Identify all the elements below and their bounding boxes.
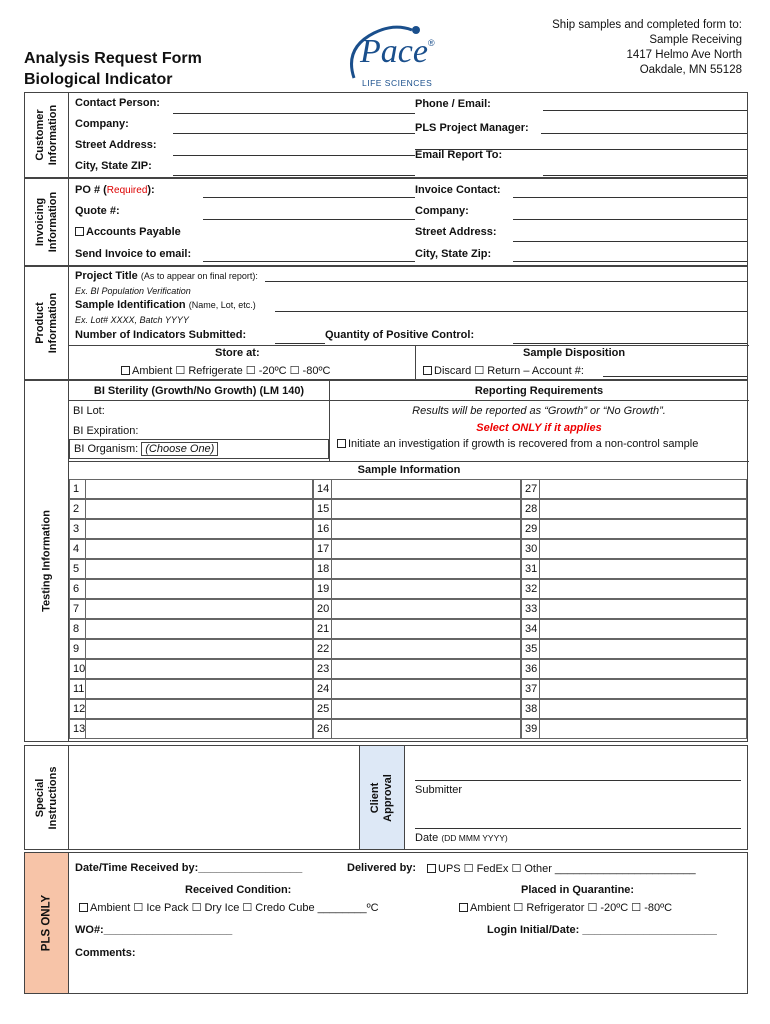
sample-example: Ex. Lot# XXXX, Batch YYYY <box>75 315 189 325</box>
ap-checkbox[interactable] <box>75 227 84 236</box>
invoice-contact-label: Invoice Contact: <box>415 184 501 196</box>
sample-entry-field[interactable] <box>85 619 313 639</box>
sample-number: 3 <box>69 519 85 539</box>
sample-entry-field[interactable] <box>85 719 313 739</box>
sample-entry-field[interactable] <box>331 699 521 719</box>
po-field[interactable] <box>203 197 415 198</box>
ship-line3: 1417 Helmo Ave North <box>626 49 742 61</box>
investigation-option[interactable]: Initiate an investigation if growth is recovered from a non-control sample <box>337 438 698 450</box>
comments-label: Comments: <box>75 947 136 959</box>
condition-options[interactable]: Ambient ☐ Ice Pack ☐ Dry Ice ☐ Credo Cube ________ºC <box>79 901 379 914</box>
sample-entry-field[interactable] <box>85 599 313 619</box>
form-title: Analysis Request Form <box>24 50 202 67</box>
email-report-field[interactable] <box>543 175 747 176</box>
logo-reg: ® <box>428 38 435 48</box>
date-label: Date (DD MMM YYYY) <box>415 832 508 844</box>
store-at-label: Store at: <box>215 347 260 359</box>
product-side-label: Product Information <box>33 292 59 354</box>
sample-number: 7 <box>69 599 85 619</box>
received-condition-label: Received Condition: <box>185 884 292 896</box>
sample-number: 24 <box>313 679 331 699</box>
sample-id-field[interactable] <box>275 311 747 312</box>
sample-entry-field[interactable] <box>85 539 313 559</box>
sample-number: 28 <box>521 499 539 519</box>
sample-entry-field[interactable] <box>331 679 521 699</box>
sample-id-label: Sample Identification (Name, Lot, etc.) <box>75 299 256 311</box>
sample-entry-field[interactable] <box>331 479 521 499</box>
discard-checkbox[interactable] <box>423 366 432 375</box>
sample-entry-field[interactable] <box>85 699 313 719</box>
sample-entry-field[interactable] <box>331 599 521 619</box>
pm-field[interactable] <box>541 133 747 134</box>
sample-entry-field[interactable] <box>539 599 747 619</box>
sample-number: 1 <box>69 479 85 499</box>
sample-entry-field[interactable] <box>331 619 521 639</box>
ap-option[interactable]: Accounts Payable <box>75 226 181 238</box>
account-field[interactable] <box>603 376 747 377</box>
sample-info-header: Sample Information <box>357 464 461 476</box>
sample-entry-field[interactable] <box>85 479 313 499</box>
sample-entry-field[interactable] <box>331 659 521 679</box>
quarantine-options[interactable]: Ambient ☐ Refrigerator ☐ -20ºC ☐ -80ºC <box>459 901 672 914</box>
ambient-checkbox[interactable] <box>121 366 130 375</box>
send-invoice-label: Send Invoice to email: <box>75 248 192 260</box>
sample-entry-field[interactable] <box>539 479 747 499</box>
sample-number: 30 <box>521 539 539 559</box>
sample-number: 22 <box>313 639 331 659</box>
ship-address <box>552 18 742 78</box>
qty-positive-label: Quantity of Positive Control: <box>325 329 475 341</box>
sample-entry-field[interactable] <box>331 579 521 599</box>
sample-entry-field[interactable] <box>539 559 747 579</box>
sample-number: 34 <box>521 619 539 639</box>
sample-number: 37 <box>521 679 539 699</box>
bi-expiration-label: BI Expiration: <box>73 425 139 437</box>
sample-entry-field[interactable] <box>331 639 521 659</box>
bi-lot-label: BI Lot: <box>73 405 105 417</box>
sample-entry-field[interactable] <box>85 559 313 579</box>
sample-number: 5 <box>69 559 85 579</box>
sample-number: 23 <box>313 659 331 679</box>
qty-positive-field[interactable] <box>513 343 747 344</box>
delivered-label: Delivered by: <box>347 862 417 874</box>
submitter-field[interactable] <box>415 780 741 781</box>
sample-number: 36 <box>521 659 539 679</box>
special-section <box>24 745 748 850</box>
send-invoice-field[interactable] <box>203 261 415 262</box>
sample-entry-field[interactable] <box>539 699 747 719</box>
contact-field[interactable] <box>173 113 415 114</box>
testing-section <box>24 380 748 742</box>
ups-checkbox[interactable] <box>427 864 436 873</box>
sample-number: 13 <box>69 719 85 739</box>
select-only-text: Select ONLY if it applies <box>476 422 602 434</box>
sample-number: 17 <box>313 539 331 559</box>
sample-number: 14 <box>313 479 331 499</box>
special-side-label: Special Instructions <box>33 766 59 829</box>
ship-line2: Sample Receiving <box>649 34 742 46</box>
sample-entry-field[interactable] <box>539 499 747 519</box>
street-label: Street Address: <box>75 139 157 151</box>
sample-entry-field[interactable] <box>85 579 313 599</box>
sample-entry-field[interactable] <box>85 659 313 679</box>
sample-entry-field[interactable] <box>85 679 313 699</box>
disposition-options[interactable]: Discard ☐ Return – Account #: <box>423 364 584 377</box>
quote-field[interactable] <box>203 219 415 220</box>
project-title-label: Project Title (As to appear on final report): <box>75 270 258 282</box>
bi-organism-row <box>69 439 329 459</box>
product-section <box>24 266 748 380</box>
project-title-field[interactable] <box>265 281 747 282</box>
sample-number: 6 <box>69 579 85 599</box>
organism-select[interactable]: (Choose One) <box>141 442 218 456</box>
sample-entry-field[interactable] <box>539 619 747 639</box>
approval-side-label: Client Approval <box>369 773 394 822</box>
sample-entry-field[interactable] <box>539 579 747 599</box>
quote-label: Quote #: <box>75 205 120 217</box>
invoice-company-field[interactable] <box>513 219 747 220</box>
sample-entry-field[interactable] <box>331 499 521 519</box>
ship-line4: Oakdale, MN 55128 <box>639 64 742 76</box>
contact-label: Contact Person: <box>75 97 160 109</box>
datetime-received[interactable]: Date/Time Received by:_________________ <box>75 862 303 874</box>
sample-number: 4 <box>69 539 85 559</box>
ambient-cond-checkbox[interactable] <box>79 903 88 912</box>
quarantine-label: Placed in Quarantine: <box>521 884 635 896</box>
sample-number: 27 <box>521 479 539 499</box>
pls-side-label: PLS ONLY <box>40 894 52 952</box>
sample-number: 25 <box>313 699 331 719</box>
invoice-city-field[interactable] <box>513 261 747 262</box>
invoice-contact-field[interactable] <box>513 197 747 198</box>
invoicing-side-label: Invoicing Information <box>33 191 59 253</box>
sample-entry-field[interactable] <box>539 659 747 679</box>
wo-field[interactable]: WO#:_____________________ <box>75 924 233 936</box>
login-field[interactable]: Login Initial/Date: ______________________ <box>487 924 717 936</box>
sample-number: 20 <box>313 599 331 619</box>
pace-logo-text: Pace <box>360 33 428 70</box>
sterility-header: BI Sterility (Growth/No Growth) (LM 140) <box>69 381 329 401</box>
project-example: Ex. BI Population Verification <box>75 286 191 296</box>
sample-entry-field[interactable] <box>85 639 313 659</box>
sample-number: 35 <box>521 639 539 659</box>
invoice-street-field[interactable] <box>513 241 747 242</box>
street-field[interactable] <box>173 155 415 156</box>
pm-label: PLS Project Manager: <box>415 122 529 134</box>
po-label: PO # (Required): <box>75 184 155 196</box>
bi-organism-label: BI Organism: <box>74 443 139 455</box>
sample-number: 31 <box>521 559 539 579</box>
delivery-options[interactable]: UPS ☐ FedEx ☐ Other _______________________ <box>427 862 696 875</box>
sample-number: 8 <box>69 619 85 639</box>
sample-number: 29 <box>521 519 539 539</box>
sample-number: 26 <box>313 719 331 739</box>
phone-field[interactable] <box>543 110 747 111</box>
pls-section <box>24 852 748 994</box>
sample-number: 21 <box>313 619 331 639</box>
sample-entry-field[interactable] <box>331 559 521 579</box>
po-required: Required <box>106 185 148 196</box>
form-subtitle: Biological Indicator <box>24 71 173 88</box>
sample-entry-field[interactable] <box>331 539 521 559</box>
sample-number: 19 <box>313 579 331 599</box>
customer-side-label: Customer Information <box>33 104 59 166</box>
disposition-label: Sample Disposition <box>523 347 626 359</box>
phone-label: Phone / Email: <box>415 98 491 110</box>
company-field[interactable] <box>173 133 415 134</box>
invoicing-section <box>24 178 748 266</box>
sample-entry-field[interactable] <box>85 519 313 539</box>
sample-number: 10 <box>69 659 85 679</box>
sample-entry-field[interactable] <box>331 719 521 739</box>
email-report-label: Email Report To: <box>415 149 503 161</box>
num-indicators-field[interactable] <box>275 343 325 344</box>
date-field[interactable] <box>415 828 741 829</box>
sample-number: 33 <box>521 599 539 619</box>
sample-number: 9 <box>69 639 85 659</box>
sample-entry-field[interactable] <box>539 719 747 739</box>
city-field[interactable] <box>173 175 415 176</box>
sample-entry-field[interactable] <box>85 499 313 519</box>
sample-number: 16 <box>313 519 331 539</box>
approval-side <box>359 746 405 849</box>
sample-number: 39 <box>521 719 539 739</box>
sample-entry-field[interactable] <box>331 519 521 539</box>
company-label: Company: <box>75 118 129 130</box>
special-instructions-field[interactable] <box>69 746 359 849</box>
sample-number: 18 <box>313 559 331 579</box>
store-options[interactable]: Ambient ☐ Refrigerate ☐ -20ºC ☐ -80ºC <box>121 364 330 377</box>
ship-line1: Ship samples and completed form to: <box>552 19 742 31</box>
invoice-company-label: Company: <box>415 205 469 217</box>
sample-entry-field[interactable] <box>539 539 747 559</box>
num-indicators-label: Number of Indicators Submitted: <box>75 329 247 341</box>
sample-number: 15 <box>313 499 331 519</box>
testing-side-label: Testing Information <box>40 510 52 612</box>
invoice-city-label: City, State Zip: <box>415 248 492 260</box>
sample-entry-field[interactable] <box>539 519 747 539</box>
investigation-checkbox[interactable] <box>337 439 346 448</box>
sample-entry-field[interactable] <box>539 639 747 659</box>
sample-number: 2 <box>69 499 85 519</box>
sample-entry-field[interactable] <box>539 679 747 699</box>
sample-number: 12 <box>69 699 85 719</box>
reporting-header: Reporting Requirements <box>329 381 749 401</box>
sample-number: 32 <box>521 579 539 599</box>
customer-section <box>24 92 748 178</box>
pace-logo-subtitle: LIFE SCIENCES <box>362 78 433 88</box>
ambient-quar-checkbox[interactable] <box>459 903 468 912</box>
city-label: City, State ZIP: <box>75 160 152 172</box>
sample-number: 38 <box>521 699 539 719</box>
sample-number: 11 <box>69 679 85 699</box>
invoice-street-label: Street Address: <box>415 226 497 238</box>
submitter-label: Submitter <box>415 784 463 796</box>
results-text: Results will be reported as “Growth” or “No Growth”. <box>412 405 666 417</box>
